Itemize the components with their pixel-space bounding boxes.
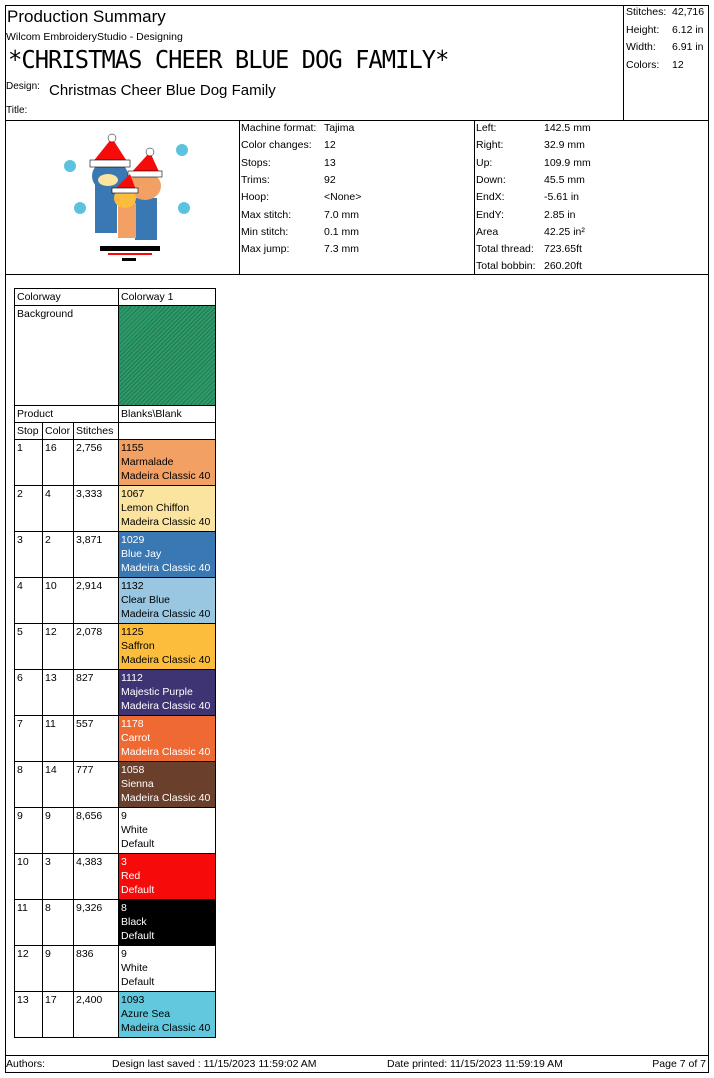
machine-label: Max jump: <box>241 243 290 256</box>
stat-value: 6.91 in <box>672 41 704 53</box>
thread-swatch <box>119 670 216 716</box>
stop-rows <box>15 440 216 1038</box>
design-name: Christmas Cheer Blue Dog Family <box>49 82 276 99</box>
stop-stitches: 2,078 <box>74 624 119 670</box>
dims-label: Up: <box>476 156 493 169</box>
thread-code: 1125 <box>121 626 144 638</box>
thread-swatch <box>119 808 216 854</box>
stop-stop: 3 <box>15 532 43 578</box>
machine-label: Color changes: <box>241 139 312 152</box>
thread-code: 1058 <box>121 764 145 776</box>
thread-name: Marmalade <box>121 456 174 468</box>
stop-color: 17 <box>43 992 74 1038</box>
stop-stitches: 9,326 <box>74 900 119 946</box>
stop-color: 12 <box>43 624 74 670</box>
thread-code: 3 <box>121 856 127 868</box>
stop-header: Stop <box>15 423 43 440</box>
dims-value: 45.5 mm <box>544 173 585 186</box>
machine-label: Hoop: <box>241 191 270 204</box>
stop-stop: 12 <box>15 946 43 992</box>
design-banner: *CHRISTMAS CHEER BLUE DOG FAMILY* <box>8 45 449 74</box>
stop-color: 9 <box>43 946 74 992</box>
dims-label: Total bobbin: <box>476 260 536 273</box>
machine-label: Trims: <box>241 173 270 186</box>
thread-brand: Madeira Classic 40 <box>121 792 211 804</box>
stop-color: 14 <box>43 762 74 808</box>
stop-row <box>15 716 216 762</box>
thread-swatch <box>119 946 216 992</box>
thread-name: Saffron <box>121 640 155 652</box>
thread-header <box>119 423 216 440</box>
stop-stitches: 836 <box>74 946 119 992</box>
stop-stop: 11 <box>15 900 43 946</box>
page-number: Page 7 of 7 <box>652 1058 706 1070</box>
machine-info <box>240 120 475 274</box>
thread-name: Majestic Purple <box>121 686 193 698</box>
colorway-table <box>14 288 216 1038</box>
stop-row <box>15 854 216 900</box>
stat-label: Stitches: <box>626 6 667 18</box>
machine-label: Stops: <box>241 156 271 169</box>
thread-swatch <box>119 716 216 762</box>
thread-swatch <box>119 486 216 532</box>
stop-stop: 13 <box>15 992 43 1038</box>
stop-row <box>15 578 216 624</box>
thread-code: 9 <box>121 948 127 960</box>
stop-stitches: 8,656 <box>74 808 119 854</box>
thread-brand: Madeira Classic 40 <box>121 516 211 528</box>
date-printed: Date printed: 11/15/2023 11:59:19 AM <box>387 1058 563 1070</box>
machine-value: 12 <box>324 139 336 152</box>
stat-value: 12 <box>672 58 684 71</box>
stop-color: 11 <box>43 716 74 762</box>
stop-stop: 5 <box>15 624 43 670</box>
thread-brand: Madeira Classic 40 <box>121 746 211 758</box>
header-left <box>5 5 624 120</box>
stop-stop: 1 <box>15 440 43 486</box>
thread-swatch <box>119 624 216 670</box>
thread-code: 1178 <box>121 718 144 730</box>
stop-row <box>15 992 216 1038</box>
stat-value: 42,716 <box>672 6 705 18</box>
dims-label: Down: <box>476 173 506 186</box>
thread-code: 9 <box>121 810 127 822</box>
machine-label: Min stitch: <box>241 225 289 238</box>
dims-label: Area <box>476 225 499 238</box>
machine-label: Machine format: <box>241 122 317 134</box>
report-header <box>5 5 709 121</box>
dims-value: 109.9 mm <box>544 156 591 169</box>
thread-brand: Default <box>121 884 155 896</box>
thread-name: Red <box>121 870 141 882</box>
machine-label: Max stitch: <box>241 208 292 221</box>
machine-value: 7.3 mm <box>324 243 360 256</box>
thread-swatch <box>119 854 216 900</box>
title-label: Title: <box>6 105 28 116</box>
dims-value: 2.85 in <box>544 208 576 221</box>
stop-stitches: 777 <box>74 762 119 808</box>
thread-code: 1067 <box>121 488 145 500</box>
stop-color: 4 <box>43 486 74 532</box>
stop-row <box>15 486 216 532</box>
thread-brand: Default <box>121 838 155 850</box>
dims-value: 32.9 mm <box>544 139 585 152</box>
stop-row <box>15 670 216 716</box>
stat-label: Height: <box>626 23 660 36</box>
report-footer <box>5 1055 709 1073</box>
stop-stitches: 2,400 <box>74 992 119 1038</box>
color-header: Color <box>43 423 74 440</box>
stop-stop: 9 <box>15 808 43 854</box>
stop-row <box>15 532 216 578</box>
thread-name: Blue Jay <box>121 548 162 560</box>
stat-label: Colors: <box>626 58 660 71</box>
colorway-name: Colorway 1 <box>119 289 216 306</box>
machine-value: 92 <box>324 173 336 186</box>
stop-row <box>15 440 216 486</box>
thread-swatch <box>119 992 216 1038</box>
thread-brand: Madeira Classic 40 <box>121 470 211 482</box>
stop-color: 13 <box>43 670 74 716</box>
stop-row <box>15 624 216 670</box>
dims-label: Left: <box>476 122 497 134</box>
stat-value: 6.12 in <box>672 23 704 36</box>
machine-value: 7.0 mm <box>324 208 360 221</box>
colorway-header: Colorway <box>15 289 119 306</box>
machine-value: 0.1 mm <box>324 225 360 238</box>
thread-brand: Default <box>121 930 155 942</box>
thread-swatch <box>119 440 216 486</box>
stop-stop: 7 <box>15 716 43 762</box>
thread-brand: Madeira Classic 40 <box>121 654 211 666</box>
thread-name: Sienna <box>121 778 154 790</box>
stop-color: 10 <box>43 578 74 624</box>
thread-brand: Madeira Classic 40 <box>121 700 211 712</box>
thread-name: Clear Blue <box>121 594 171 606</box>
design-label: Design: <box>6 81 40 92</box>
stop-stitches: 2,914 <box>74 578 119 624</box>
dims-label: EndY: <box>476 208 505 221</box>
thread-brand: Default <box>121 976 155 988</box>
thread-code: 8 <box>121 902 127 914</box>
stop-color: 16 <box>43 440 74 486</box>
stop-color: 2 <box>43 532 74 578</box>
dimension-info <box>475 120 709 274</box>
stop-stitches: 4,383 <box>74 854 119 900</box>
stop-stitches: 3,871 <box>74 532 119 578</box>
background-label: Background <box>15 306 119 406</box>
background-swatch <box>119 306 216 406</box>
dims-value: 42.25 in² <box>544 225 585 238</box>
stop-stitches: 2,756 <box>74 440 119 486</box>
thread-brand: Madeira Classic 40 <box>121 1022 211 1034</box>
thread-swatch <box>119 578 216 624</box>
page-title: Production Summary <box>7 7 166 26</box>
thread-swatch <box>119 762 216 808</box>
machine-value: <None> <box>324 191 362 204</box>
stop-color: 9 <box>43 808 74 854</box>
thread-brand: Madeira Classic 40 <box>121 562 211 574</box>
stop-stitches: 557 <box>74 716 119 762</box>
design-artwork-image <box>50 128 200 270</box>
stat-label: Width: <box>626 41 656 53</box>
thread-name: Carrot <box>121 732 151 744</box>
software-name: Wilcom EmbroideryStudio - Designing <box>6 31 183 43</box>
thread-code: 1112 <box>121 672 143 684</box>
last-saved: Design last saved : 11/15/2023 11:59:02 AM <box>112 1058 317 1070</box>
stitches-header: Stitches <box>74 423 119 440</box>
stop-stop: 10 <box>15 854 43 900</box>
product-value: Blanks\Blank <box>119 406 216 423</box>
dims-value: -5.61 in <box>544 191 580 204</box>
stop-stop: 6 <box>15 670 43 716</box>
product-label: Product <box>15 406 119 423</box>
design-info <box>5 120 709 275</box>
dims-value: 142.5 mm <box>544 122 591 134</box>
stop-stitches: 3,333 <box>74 486 119 532</box>
stop-stop: 4 <box>15 578 43 624</box>
dims-label: Total thread: <box>476 243 534 256</box>
stop-row <box>15 900 216 946</box>
dims-value: 260.20ft <box>544 260 582 273</box>
thread-name: Azure Sea <box>121 1008 171 1020</box>
thread-brand: Madeira Classic 40 <box>121 608 211 620</box>
stop-color: 8 <box>43 900 74 946</box>
stop-row <box>15 762 216 808</box>
thread-name: White <box>121 962 148 974</box>
stop-stitches: 827 <box>74 670 119 716</box>
thread-code: 1155 <box>121 442 144 454</box>
thread-name: Black <box>121 916 147 928</box>
stop-row <box>15 946 216 992</box>
authors-label: Authors: <box>6 1058 46 1070</box>
thread-swatch <box>119 900 216 946</box>
stop-stop: 2 <box>15 486 43 532</box>
design-preview <box>5 120 240 274</box>
thread-code: 1132 <box>121 580 144 592</box>
thread-code: 1093 <box>121 994 145 1006</box>
stop-stop: 8 <box>15 762 43 808</box>
thread-name: Lemon Chiffon <box>121 502 190 514</box>
machine-value: Tajima <box>324 122 355 134</box>
stop-row <box>15 808 216 854</box>
dims-label: EndX: <box>476 191 505 204</box>
dims-label: Right: <box>476 139 504 152</box>
dims-value: 723.65ft <box>544 243 582 256</box>
machine-value: 13 <box>324 156 336 169</box>
thread-name: White <box>121 824 148 836</box>
thread-code: 1029 <box>121 534 145 546</box>
thread-swatch <box>119 532 216 578</box>
stop-color: 3 <box>43 854 74 900</box>
